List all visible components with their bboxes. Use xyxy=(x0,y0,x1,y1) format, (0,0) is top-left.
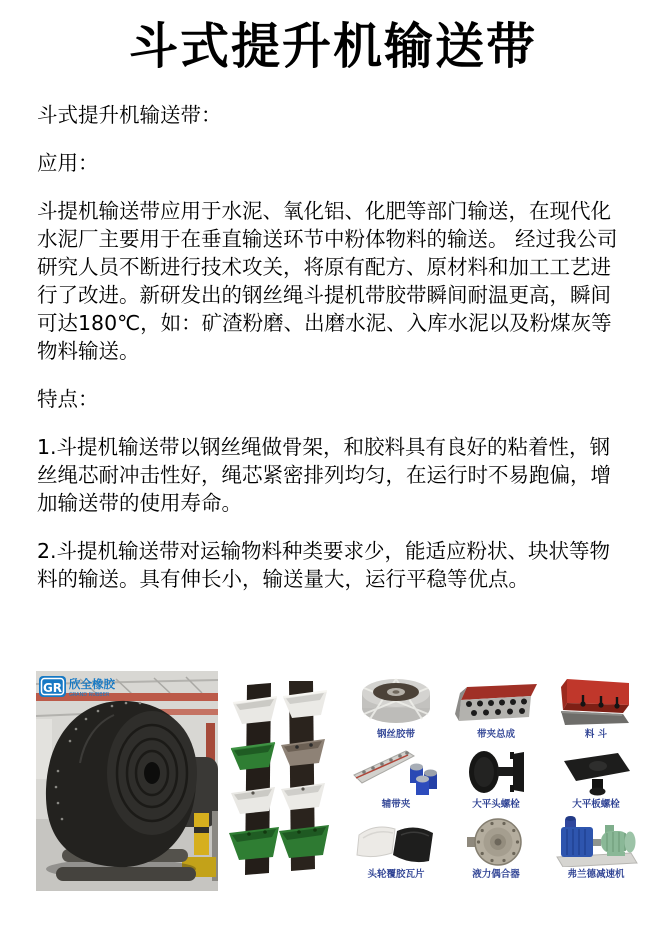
wrapped-belt-roll-image xyxy=(358,675,434,727)
intro-line: 斗式提升机输送带： xyxy=(37,103,222,128)
product-item-steel-wire-belt xyxy=(346,669,446,739)
steel-roller xyxy=(56,867,196,881)
product-caption: 大平头螺栓 xyxy=(472,798,520,810)
media-strip xyxy=(0,661,666,911)
feature-1-paragraph: 1.斗提机输送带以钢丝绳做骨架，和胶料具有良好的粘着性，钢丝绳芯耐冲击性好，绳芯紧密排列均匀，在运行时不易跑偏，增加输送带的使用寿命。 xyxy=(37,435,611,516)
yellow-machine xyxy=(194,813,209,855)
article-body xyxy=(37,101,629,593)
product-item-hopper xyxy=(546,669,646,739)
fluid-coupling-image xyxy=(467,817,525,867)
flat-plate-bolt-image xyxy=(560,749,632,797)
product-caption: 大平板螺栓 xyxy=(572,798,620,810)
product-item-flat-plate-bolt xyxy=(546,739,646,809)
product-item-reducer xyxy=(546,809,646,879)
belt-clamp-assembly-image xyxy=(453,683,539,727)
application-paragraph: 斗提机输送带应用于水泥、氧化铝、化肥等部门输送，在现代化水泥厂主要用于在垂直输送环节中粉体物料的输送。 经过我公司研究人员不断进行技术攻关，将原有配方、原材料和加工工艺进行了改进。新研发出的钢丝绳斗提机带胶带瞬间耐温更高，瞬间可达180℃，如：矿渣粉磨、出磨水泥、入库水泥以及粉煤灰等物料输送。 xyxy=(37,199,618,364)
product-item-aux-clamp xyxy=(346,739,446,809)
logo-name-en: GRAND RUBBER xyxy=(69,692,110,698)
flat-head-bolt-image xyxy=(464,747,528,797)
product-caption: 料 斗 xyxy=(584,728,608,740)
material-hopper-image xyxy=(559,677,633,727)
product-parts-grid xyxy=(346,669,648,879)
product-caption: 头轮覆胶瓦片 xyxy=(367,868,425,880)
product-caption: 弗兰德减速机 xyxy=(567,868,625,880)
feature-2-paragraph: 2.斗提机输送带对运输物料种类要求少，能适应粉状、块状等物料的输送。具有伸长小，输送量大，运行平稳等优点。 xyxy=(37,539,611,592)
logo-name-cn: 欣全橡胶 xyxy=(69,677,115,691)
page-title: 斗式提升机输送带 xyxy=(128,18,537,75)
factory-belt-roll-photo xyxy=(36,671,218,891)
grand-rubber-logo xyxy=(39,676,115,698)
product-caption: 钢丝胶带 xyxy=(376,728,415,740)
product-caption: 带夹总成 xyxy=(476,728,515,740)
product-item-rubber-tiles xyxy=(346,809,446,879)
product-item-fluid-coupling xyxy=(446,809,546,879)
head-pulley-rubber-tile-image xyxy=(355,821,437,867)
product-caption: 液力偶合器 xyxy=(472,868,520,880)
auxiliary-belt-clamp-image xyxy=(352,747,440,797)
product-caption: 辅带夹 xyxy=(381,798,411,810)
product-item-clamp-assembly xyxy=(446,669,546,739)
logo-monogram: GR xyxy=(42,681,63,695)
elevator-buckets-photo xyxy=(227,681,333,877)
features-heading: 特点： xyxy=(37,387,99,412)
application-heading: 应用： xyxy=(37,151,99,176)
flender-reducer-image xyxy=(553,815,639,867)
product-item-flat-head-bolt xyxy=(446,739,546,809)
